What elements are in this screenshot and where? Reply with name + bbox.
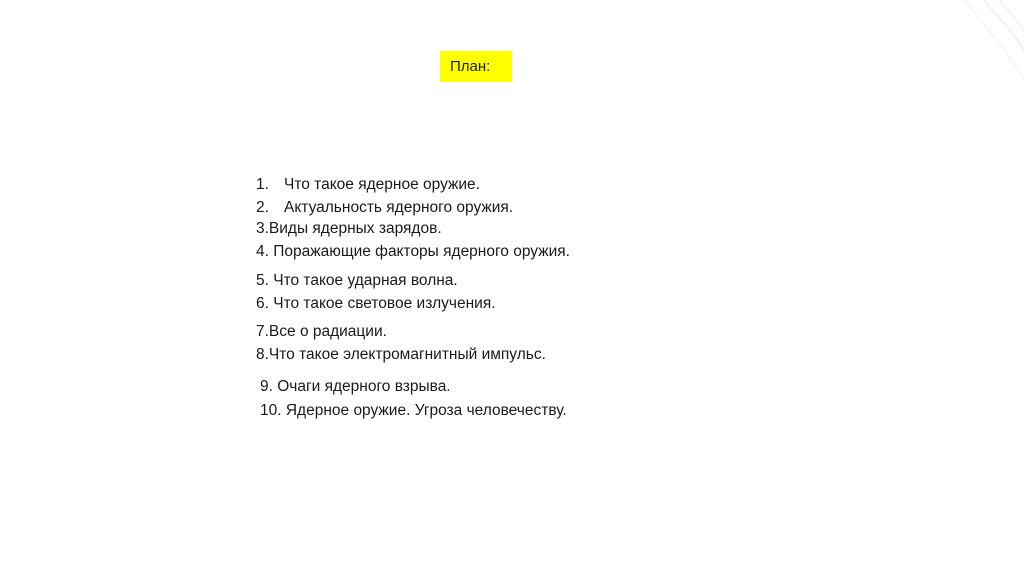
list-item-text: Актуальность ядерного оружия. bbox=[284, 199, 514, 216]
list-item: 6. Что такое световое излучения. bbox=[256, 295, 496, 312]
list-item: 5. Что такое ударная волна. bbox=[256, 272, 458, 289]
list-item-text: Что такое ядерное оружие. bbox=[284, 176, 480, 193]
list-item: 4. Поражающие факторы ядерного оружия. bbox=[256, 243, 570, 260]
list-item: 7.Все о радиации. bbox=[256, 323, 387, 340]
list-item: 3.Виды ядерных зарядов. bbox=[256, 220, 442, 237]
decorative-curve-lines bbox=[924, 0, 1024, 574]
list-item: 8.Что такое электромагнитный импульс. bbox=[256, 346, 546, 363]
list-item bbox=[256, 176, 480, 194]
plan-title: План: bbox=[440, 51, 512, 82]
list-item-number: 2. bbox=[256, 199, 269, 216]
list-item bbox=[256, 199, 513, 217]
list-item: 9. Очаги ядерного взрыва. bbox=[260, 378, 451, 395]
list-item: 10. Ядерное оружие. Угроза человечеству. bbox=[260, 402, 567, 419]
list-item-number: 1. bbox=[256, 176, 269, 193]
